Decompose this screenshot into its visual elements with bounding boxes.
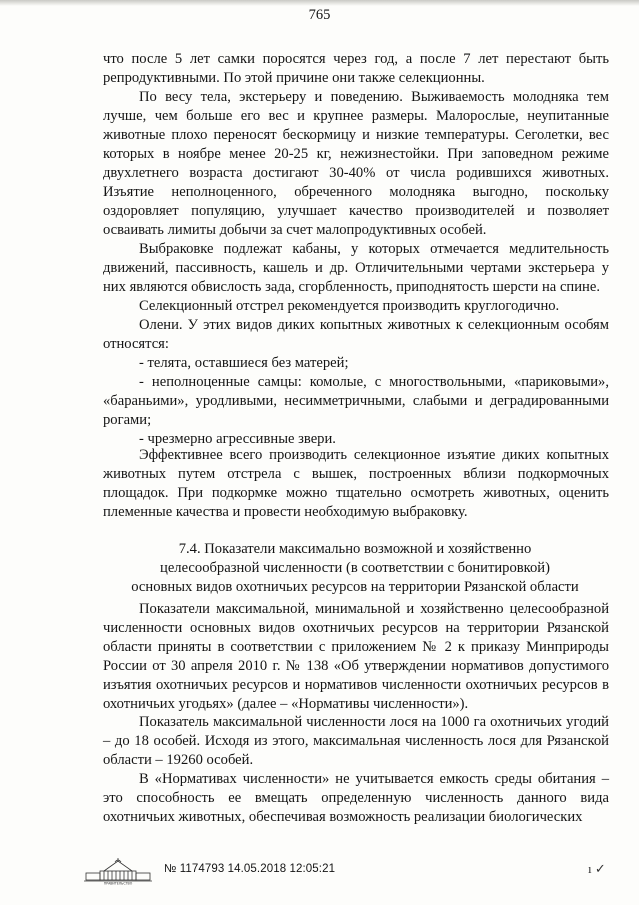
paragraph-continuation: что после 5 лет самки поросятся через год, а после 7 лет перестают быть репродуктивными. По этой причине они также селекционны.: [103, 51, 609, 86]
scan-edge-shadow: [0, 0, 639, 6]
heading-line-1: 7.4. Показатели максимально возможной и хозяйственно: [178, 541, 532, 557]
paragraph-deer-intro: Олени. У этих видов диких копытных животных к селекционным особям относятся:: [103, 317, 609, 352]
paragraph-selection-method: Эффективнее всего производить селекционное изъятие диких копытных животных путем отстрела с вышек, построенных вблизи подкормочных площадок. При подкормке можно тщательно осмотреть животных, оценить племенные качества и провести необходимую выбраковку.: [103, 447, 609, 520]
paragraph-habitat-capacity: В «Нормативах численности» не учитывается емкость среды обитания – это способность ее вмещать определенную численность данного вида охотничьих животных, обеспечивая возможность реализации биологических: [103, 771, 609, 825]
body-text-upper: [103, 50, 609, 449]
section-heading: [90, 540, 620, 597]
handwritten-mark: ı ✓: [588, 861, 606, 876]
body-text-selection: [103, 446, 609, 522]
paragraph-weight-criteria: По весу тела, экстерьеру и поведению. Выживаемость молодняка тем лучше, чем больше его вес и крупнее размеры. Малорослые, неупитанные животные плохо переносят бескормицу и низкие температуры. Сеголетки, вес которых в ноябре менее 20-25 кг, нежизнестойки. При заповедном режиме двухлетнего возраста достигают 30-40% от числа родившихся животных. Изъятие неполноценного, обреченного молодняка выгодно, поскольку оздоровляет популяцию, улучшает качество производителей и позволяет осваивать лимиты добычи за счет малопродуктивных особей.: [103, 89, 609, 238]
paragraph-boar-culling: Выбраковке подлежат кабаны, у которых отмечается медлительность движений, пассивность, кашель и др. Отличительными чертами экстерьера у них являются обвислость зада, сгорбленность, приподнятость шерсти на спине.: [103, 241, 609, 295]
list-item-calves: - телята, оставшиеся без матерей;: [139, 355, 349, 371]
heading-line-3: основных видов охотничьих ресурсов на территории Рязанской области: [131, 579, 579, 595]
body-text-lower: [103, 600, 609, 827]
heading-line-2: целесообразной численности (в соответствии с бонитировкой): [160, 560, 550, 576]
government-building-stamp: [82, 857, 154, 885]
document-reference: № 1174793 14.05.2018 12:05:21: [164, 863, 336, 875]
paragraph-year-round: Селекционный отстрел рекомендуется производить круглогодично.: [139, 298, 560, 314]
list-item-aggressive: - чрезмерно агрессивные звери.: [139, 431, 336, 447]
paragraph-moose-max: Показатель максимальной численности лося на 1000 га охотничьих угодий – до 18 особей. Исходя из этого, максимальная численность лося для Рязанской области – 19260 особей.: [103, 714, 609, 769]
paragraph-indicators: Показатели максимальной, минимальной и хозяйственно целесообразной численности основных видов охотничьих ресурсов на территории Рязанской области приняты в соответствии с приложением № 2 к приказу Минприроды России от 30 апреля 2010 г. № 138 «Об утверждении нормативов допустимого изъятия охотничьих ресурсов и нормативов численности охотничьих ресурсов в охотничьих угодьях» (далее – «Нормативы численности»).: [103, 601, 609, 712]
list-item-defective-males: - неполноценные самцы: комолые, с многоствольными, «париковыми», «бараньими», уродливыми, несимметричными, слабыми и деградированными рогами;: [103, 374, 609, 428]
stamp-caption: ПРАВИТЕЛЬСТВО: [103, 881, 133, 885]
document-footer: [82, 857, 612, 885]
page-number: 765: [308, 7, 331, 23]
